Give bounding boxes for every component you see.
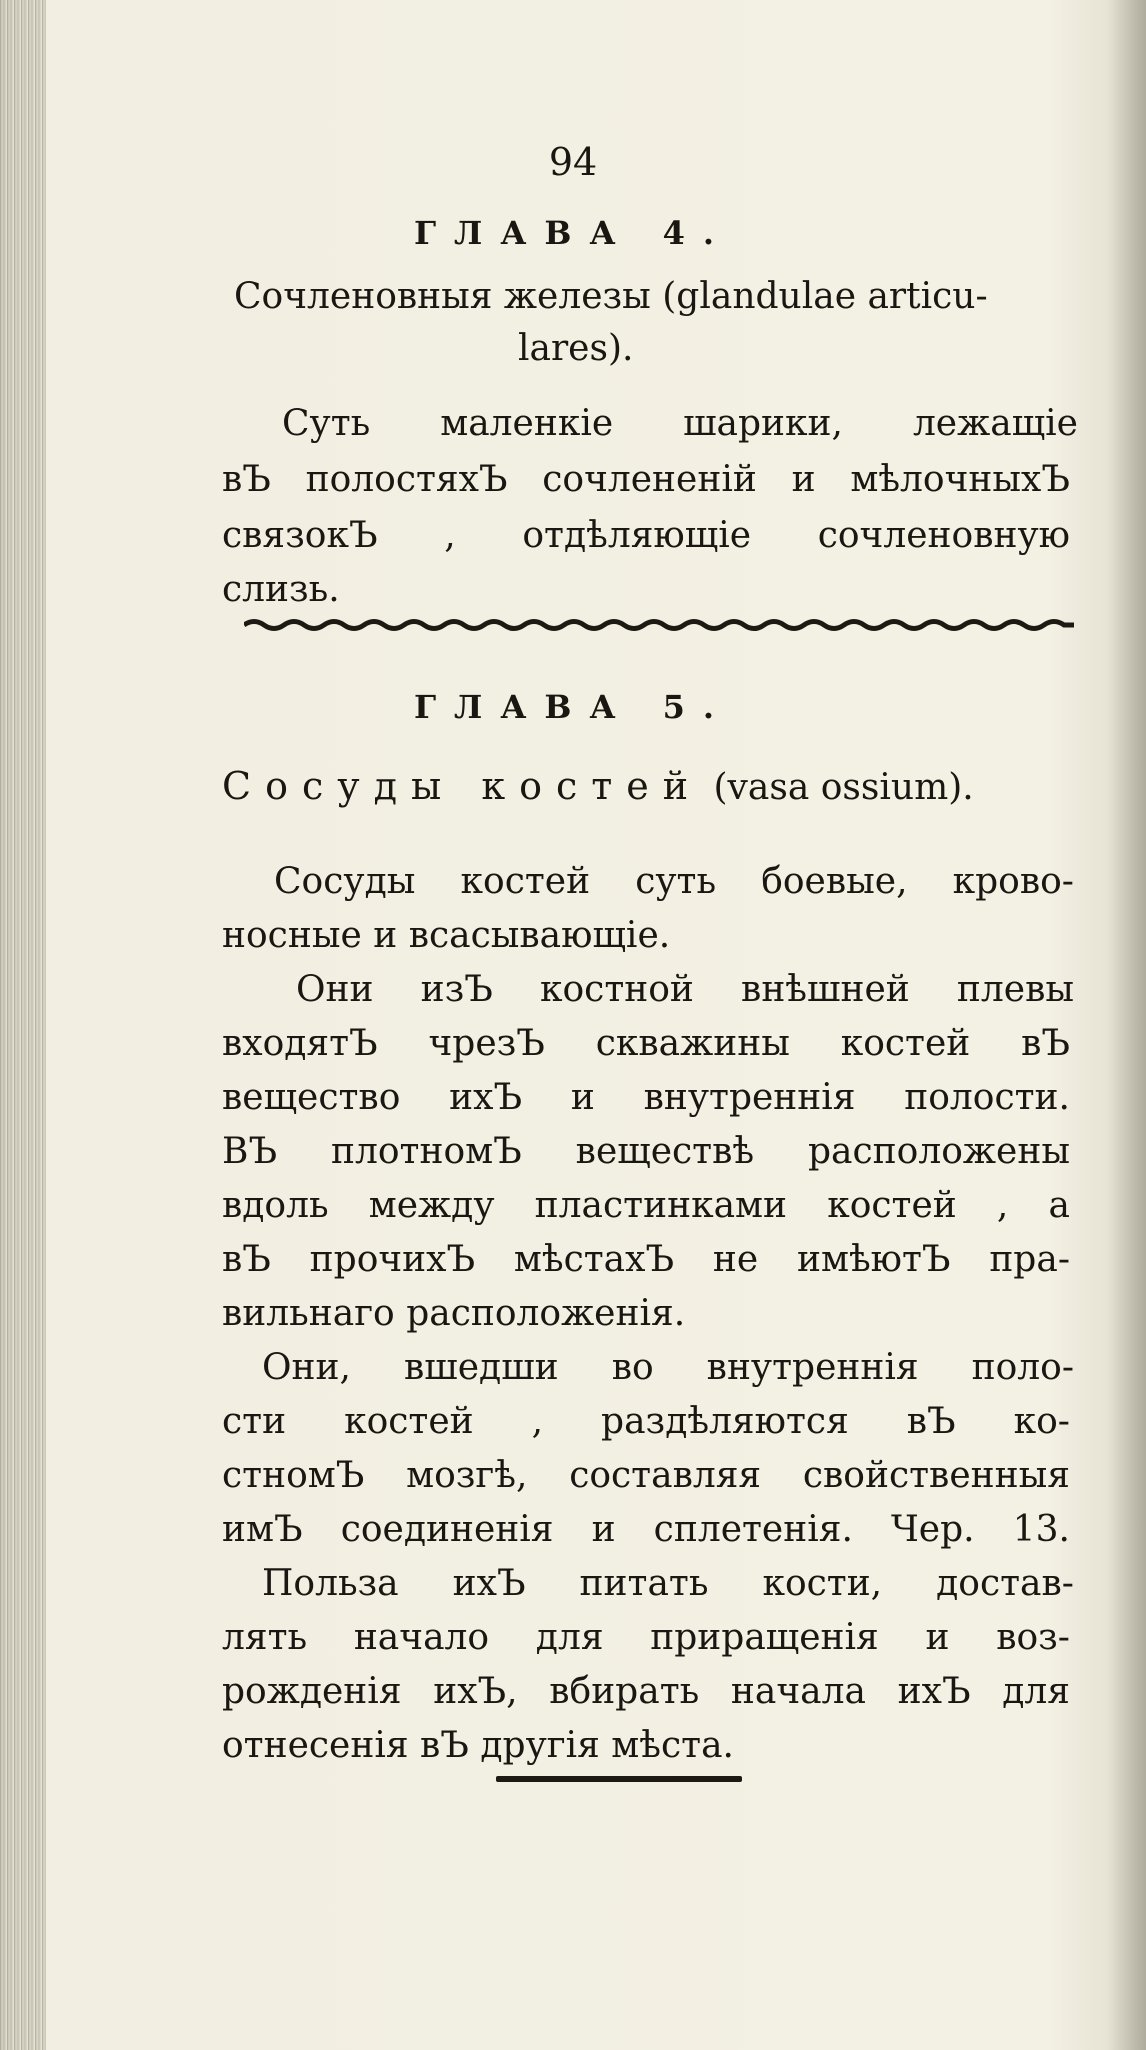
word: связокЪ <box>222 515 378 556</box>
word: плевы <box>956 969 1074 1010</box>
word: раздѣляются <box>601 1401 849 1442</box>
word: во <box>611 1347 654 1388</box>
word: вЪ <box>420 1725 469 1766</box>
word: суть <box>635 861 717 902</box>
text-line <box>222 1508 1070 1552</box>
end-rule <box>496 1776 742 1782</box>
word: крово- <box>952 861 1074 902</box>
word: для <box>535 1617 604 1658</box>
word: поло- <box>971 1347 1074 1388</box>
word: соединенія <box>340 1509 554 1550</box>
word: носные <box>222 915 362 956</box>
word: сочлененій <box>542 459 757 500</box>
word: входятЪ <box>222 1023 378 1064</box>
text-line <box>262 1562 1074 1606</box>
binding-edge <box>0 0 46 2050</box>
word: и <box>791 459 816 500</box>
text-line <box>222 1076 1070 1120</box>
text-line <box>222 1454 1070 1498</box>
word: а <box>1048 1185 1070 1226</box>
text-line <box>222 568 1070 612</box>
word: Сосуды <box>274 861 416 902</box>
word: имѣютЪ <box>796 1239 951 1280</box>
word: , <box>531 1401 544 1442</box>
word: стномЪ <box>222 1455 365 1496</box>
text-line <box>296 968 1074 1012</box>
word: костей <box>840 1023 971 1064</box>
word: прочихЪ <box>309 1239 476 1280</box>
chapter-4-title-line-1: Сочленовныя железы (glandulae articu- <box>234 276 988 317</box>
word: ихЪ, <box>433 1671 518 1712</box>
word: внѣшней <box>741 969 910 1010</box>
word: начала <box>730 1671 866 1712</box>
word: между <box>368 1185 495 1226</box>
word: начало <box>353 1617 490 1658</box>
word: и <box>925 1617 950 1658</box>
word: костей <box>460 861 591 902</box>
word: и <box>591 1509 616 1550</box>
word: ВЪ <box>222 1131 278 1172</box>
word: вЪ <box>222 459 271 500</box>
word: сплетенія. <box>653 1509 853 1550</box>
word: рожденія <box>222 1671 402 1712</box>
word: кости, <box>762 1563 883 1604</box>
page-edge-shadow <box>1106 0 1146 2050</box>
word: шарики, <box>683 403 843 444</box>
word: костей <box>827 1185 957 1226</box>
word: вЪ <box>1021 1023 1070 1064</box>
word: ко- <box>1013 1401 1070 1442</box>
word: Они, <box>262 1347 351 1388</box>
word: не <box>712 1239 759 1280</box>
word: , <box>444 515 456 556</box>
text-line <box>222 1130 1070 1174</box>
word: отдѣляющіе <box>522 515 752 556</box>
word: Чер. <box>890 1509 975 1550</box>
word: вбирать <box>549 1671 700 1712</box>
word: приращенія <box>650 1617 879 1658</box>
word: Суть <box>282 403 371 444</box>
word: Польза <box>262 1563 399 1604</box>
word: расположены <box>808 1131 1070 1172</box>
word: чрезЪ <box>428 1023 545 1064</box>
word: полостяхЪ <box>305 459 508 500</box>
text-line <box>222 1184 1070 1228</box>
word: воз- <box>996 1617 1070 1658</box>
word: сти <box>222 1401 287 1442</box>
word: отнесенія <box>222 1725 409 1766</box>
chapter-5-title-russian: Сосуды костей <box>222 764 703 808</box>
word: лежащіе <box>912 403 1078 444</box>
word: мѣста. <box>611 1725 734 1766</box>
word: внутреннія <box>643 1077 856 1118</box>
word: другія <box>480 1725 600 1766</box>
word: расположенія. <box>406 1293 686 1334</box>
word: пра- <box>989 1239 1070 1280</box>
text-line <box>222 1400 1070 1444</box>
word: полости. <box>904 1077 1070 1118</box>
word: внутреннія <box>706 1347 919 1388</box>
chapter-5-heading: ГЛАВА 5. <box>413 688 733 726</box>
chapter-4-heading: ГЛАВА 4. <box>413 214 733 252</box>
text-line <box>274 860 1074 904</box>
chapter-5-title <box>222 764 974 808</box>
text-line <box>222 1724 1070 1768</box>
text-line <box>222 458 1070 502</box>
text-line <box>222 1022 1070 1066</box>
word: Они <box>296 969 374 1010</box>
word: , <box>996 1185 1009 1226</box>
text-line <box>282 402 1078 446</box>
word: веществѣ <box>575 1131 755 1172</box>
word: изЪ <box>420 969 493 1010</box>
chapter-5-title-latin: (vasa ossium). <box>713 767 974 808</box>
word: ихЪ <box>449 1077 523 1118</box>
word: вдоль <box>222 1185 329 1226</box>
word: скважины <box>595 1023 790 1064</box>
word: мѣлочныхЪ <box>850 459 1070 500</box>
ornamental-divider <box>244 618 1074 632</box>
word: мѣстахЪ <box>513 1239 675 1280</box>
word: 13. <box>1012 1509 1070 1550</box>
word: для <box>1002 1671 1070 1712</box>
word: боевые, <box>761 861 908 902</box>
text-line <box>222 514 1070 558</box>
word: сочленовную <box>817 515 1070 556</box>
word: ихЪ <box>452 1563 526 1604</box>
word: костей <box>344 1401 474 1442</box>
word: слизь. <box>222 569 340 610</box>
word: мозгѣ, <box>406 1455 528 1496</box>
text-line <box>222 914 1070 958</box>
word: питать <box>579 1563 709 1604</box>
text-line <box>222 1670 1070 1714</box>
text-line <box>262 1346 1074 1390</box>
word: всасывающіе. <box>408 915 671 956</box>
text-line <box>222 1616 1070 1660</box>
word: и <box>373 915 398 956</box>
word: плотномЪ <box>331 1131 522 1172</box>
word: лять <box>222 1617 308 1658</box>
word: вЪ <box>906 1401 956 1442</box>
word: свойственныя <box>802 1455 1070 1496</box>
word: составляя <box>569 1455 762 1496</box>
word: вильнаго <box>222 1293 395 1334</box>
word: и <box>570 1077 595 1118</box>
page-number: 94 <box>548 140 598 184</box>
word: пластинками <box>534 1185 788 1226</box>
text-line <box>222 1238 1070 1282</box>
word: вещество <box>222 1077 401 1118</box>
word: ихЪ <box>897 1671 971 1712</box>
text-line <box>222 1292 1070 1336</box>
chapter-4-title-line-2: lares). <box>518 328 634 369</box>
word: имЪ <box>222 1509 303 1550</box>
word: костной <box>540 969 694 1010</box>
word: вшедши <box>403 1347 559 1388</box>
word: достав- <box>936 1563 1074 1604</box>
word: вЪ <box>222 1239 271 1280</box>
word: маленкіе <box>440 403 614 444</box>
